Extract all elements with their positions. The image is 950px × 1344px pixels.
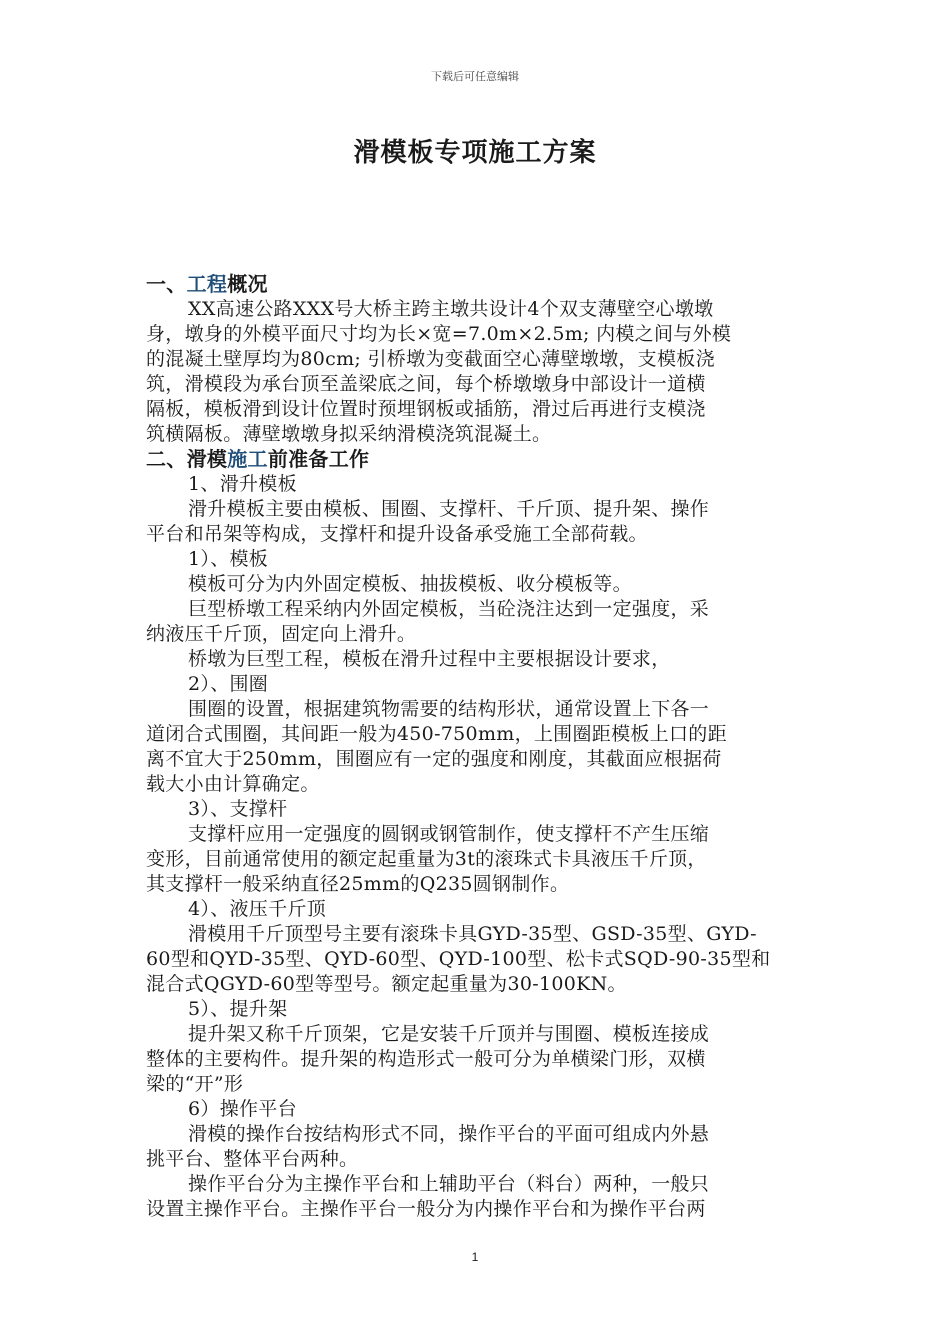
section-heading-2-pre: 二、滑模 <box>146 447 228 471</box>
text-line: 纳液压千斤顶，固定向上滑升。 <box>146 623 417 645</box>
text-line: 桥墩为巨型工程，模板在滑升过程中主要根据设计要求， <box>188 648 671 670</box>
text-line: 60型和QYD-35型、QYD-60型、QYD-100型、松卡式SQD-90-35型和 <box>146 948 771 970</box>
subheading-line: 3）、支撑杆 <box>188 798 288 820</box>
text-line: 混合式QGYD-60型等型号。额定起重量为30-100KN。 <box>146 973 627 995</box>
text-line: 设置主操作平台。主操作平台一般分为内操作平台和为操作平台两 <box>146 1198 706 1220</box>
text-line: 滑模的操作台按结构形式不同，操作平台的平面可组成内外悬 <box>188 1123 710 1145</box>
page-header-note: 下载后可任意编辑 <box>431 70 519 83</box>
text-line: 离不宜大于250mm，围圈应有一定的强度和刚度，其截面应根据荷 <box>146 748 722 770</box>
text-line: 的混凝土壁厚均为80cm; 引桥墩为变截面空心薄壁墩墩，支模板浇 <box>146 348 715 370</box>
subheading-line: 1）、模板 <box>188 548 269 570</box>
section-heading-1-number: 一、 <box>146 272 187 296</box>
text-line: 筑横隔板。薄壁墩墩身拟采纳滑模浇筑混凝土。 <box>146 423 552 445</box>
document-body <box>146 272 806 1222</box>
page-number: 1 <box>471 1250 479 1264</box>
subheading-line: 1、滑升模板 <box>188 473 297 495</box>
section-heading-1 <box>146 272 806 297</box>
subheading-line: 6）操作平台 <box>188 1098 297 1120</box>
subheading-line: 4）、液压千斤顶 <box>188 898 326 920</box>
text-line: 操作平台分为主操作平台和上辅助平台（料台）两种，一般只 <box>188 1173 710 1195</box>
text-line: 巨型桥墩工程采纳内外固定模板，当砼浇注达到一定强度，采 <box>188 598 710 620</box>
text-line: 平台和吊架等构成，支撑杆和提升设备承受施工全部荷载。 <box>146 523 648 545</box>
text-line: 滑模用千斤顶型号主要有滚珠卡具GYD-35型、GSD-35型、GYD- <box>188 923 757 945</box>
text-line: 筑，滑模段为承台顶至盖梁底之间，每个桥墩墩身中部设计一道横 <box>146 373 706 395</box>
section-heading-2 <box>146 447 806 472</box>
text-line: 模板可分为内外固定模板、抽拔模板、收分模板等。 <box>188 573 632 595</box>
text-line: 滑升模板主要由模板、围圈、支撑杆、千斤顶、提升架、操作 <box>188 498 710 520</box>
text-line: 道闭合式围圈，其间距一般为450-750mm，上围圈距模板上口的距 <box>146 723 727 745</box>
text-line: 支撑杆应用一定强度的圆钢或钢管制作，使支撑杆不产生压缩 <box>188 823 710 845</box>
text-line: 整体的主要构件。提升架的构造形式一般可分为单横梁门形，双横 <box>146 1048 706 1070</box>
text-line: 提升架又称千斤顶架，它是安装千斤顶并与围圈、模板连接成 <box>188 1023 710 1045</box>
text-line: 围圈的设置，根据建筑物需要的结构形状，通常设置上下各一 <box>188 698 710 720</box>
text-line: 其支撑杆一般采纳直径25mm的Q235圆钢制作。 <box>146 873 570 895</box>
section-heading-2-accent: 施工 <box>227 447 268 471</box>
document-title: 滑模板专项施工方案 <box>353 138 597 168</box>
subheading-line: 2）、围圈 <box>188 673 269 695</box>
text-line: 隔板，模板滑到设计位置时预埋钢板或插筋，滑过后再进行支模浇 <box>146 398 706 420</box>
section-heading-1-rest: 概况 <box>227 272 268 296</box>
text-line: 载大小由计算确定。 <box>146 773 320 795</box>
text-line: 梁的“开”形 <box>146 1073 244 1095</box>
section-heading-2-rest: 前准备工作 <box>267 447 370 471</box>
text-line: 挑平台、整体平台两种。 <box>146 1148 359 1170</box>
text-line: XX高速公路XXX号大桥主跨主墩共设计4个双支薄壁空心墩墩 <box>188 298 714 320</box>
subheading-line: 5）、提升架 <box>188 998 288 1020</box>
text-line: 身，墩身的外模平面尺寸均为长×宽=7.0m×2.5m; 内模之间与外模 <box>146 323 732 345</box>
section-heading-1-accent: 工程 <box>186 272 228 296</box>
text-line: 变形，目前通常使用的额定起重量为3t的滚珠式卡具液压千斤顶， <box>146 848 707 870</box>
